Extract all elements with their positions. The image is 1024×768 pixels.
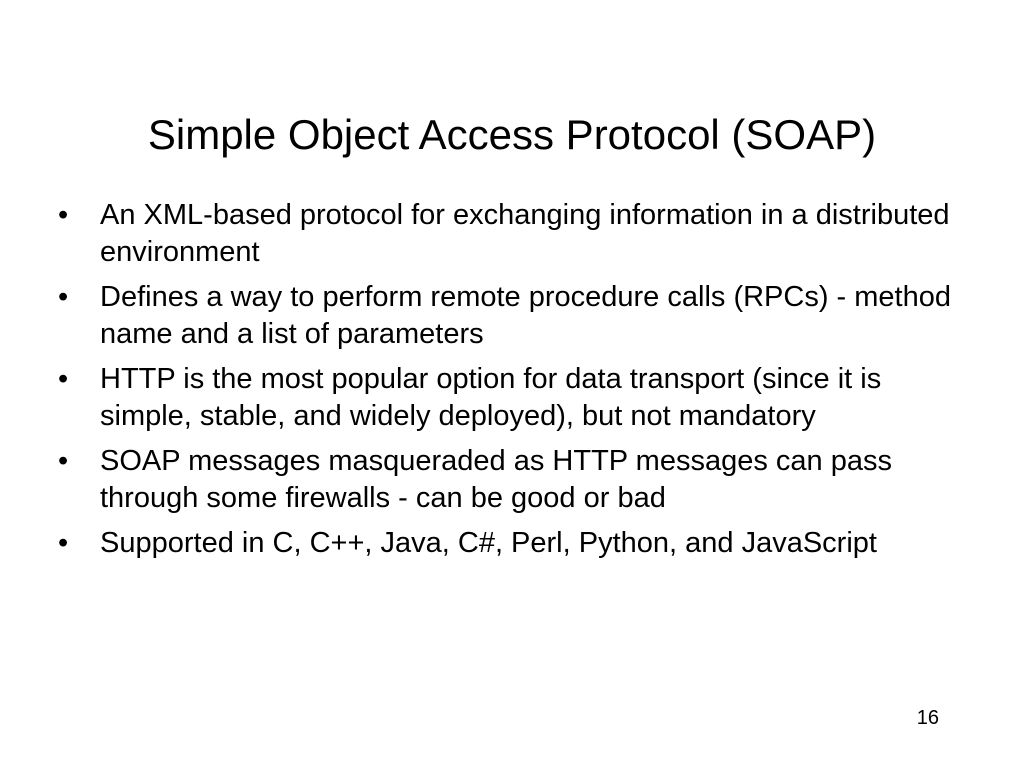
slide-title: Simple Object Access Protocol (SOAP) [147,111,877,158]
bullet-list [58,197,968,570]
bullet-text: Supported in C, C++, Java, C#, Perl, Python, and JavaScript [100,527,877,559]
page-number: 16 [916,707,939,729]
bullet-icon: • [58,281,69,313]
bullet-item [58,443,968,517]
bullet-item [58,525,968,562]
bullet-item [58,279,968,353]
bullet-text: An XML-based protocol for exchanging information in a distributed environment [100,199,950,268]
bullet-icon: • [58,363,69,395]
bullet-text: SOAP messages masqueraded as HTTP messages can pass through some firewalls - can be good or bad [100,445,892,514]
bullet-icon: • [58,445,69,477]
bullet-text: HTTP is the most popular option for data transport (since it is simple, stable, and widely deployed), but not mandatory [100,363,882,432]
bullet-text: Defines a way to perform remote procedure calls (RPCs) - method name and a list of parameters [100,281,951,350]
bullet-item [58,197,968,271]
bullet-icon: • [58,527,69,559]
bullet-icon: • [58,199,69,231]
bullet-item [58,361,968,435]
